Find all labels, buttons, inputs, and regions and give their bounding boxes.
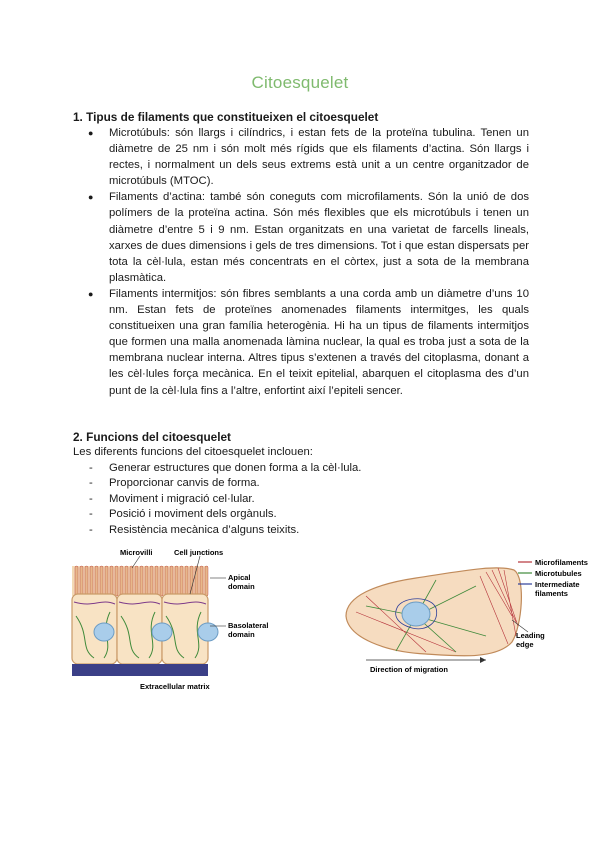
microvillus bbox=[160, 566, 163, 596]
function-text: Posició i moviment dels orgànuls. bbox=[109, 508, 277, 521]
functions-intro: Les diferents funcions del citoesquelet inclouen: bbox=[73, 446, 313, 458]
list-item bbox=[73, 189, 529, 286]
bullet-icon: ● bbox=[88, 128, 94, 138]
migrating-cell-figure bbox=[336, 556, 592, 680]
microtubules-text: Microtúbuls: són llargs i cilíndrics, i estan fets de la proteïna tubulina. Tenen un diàmetre de 25 nm i són molt més rígids que els filaments d’actina. Són llargs i rectes, i normalment un dels seus extrems està unit a un centre organitzador de microtúbuls (MTOC). bbox=[109, 127, 529, 188]
microvillus bbox=[110, 566, 113, 596]
apical-domain-label-2: domain bbox=[228, 582, 255, 591]
leading-edge-label-2: edge bbox=[516, 640, 534, 649]
list-item bbox=[73, 507, 361, 522]
microvillus bbox=[165, 566, 168, 596]
function-text: Generar estructures que donen forma a la cèl·lula. bbox=[109, 462, 362, 474]
microvillus bbox=[200, 566, 203, 596]
legend-filaments: filaments bbox=[535, 589, 568, 598]
epithelial-cells bbox=[72, 594, 218, 664]
legend-microtubules: Microtubules bbox=[535, 569, 582, 578]
dash-icon: - bbox=[89, 477, 93, 490]
section-1-heading: 1. Tipus de filaments que constitueixen el citoesquelet bbox=[73, 110, 379, 124]
legend bbox=[518, 558, 588, 598]
leading-edge-label: Leading bbox=[516, 631, 545, 640]
microvillus bbox=[80, 566, 83, 596]
dash-icon: - bbox=[89, 508, 93, 521]
functions-list bbox=[73, 461, 361, 538]
ecm-label: Extracellular matrix bbox=[140, 682, 210, 691]
list-item bbox=[73, 461, 361, 476]
microvillus bbox=[85, 566, 88, 596]
microvillus bbox=[125, 566, 128, 596]
function-text: Proporcionar canvis de forma. bbox=[109, 477, 260, 490]
direction-label: Direction of migration bbox=[370, 665, 448, 674]
microvillus bbox=[100, 566, 103, 596]
microvillus bbox=[75, 566, 78, 596]
extracellular-matrix bbox=[72, 664, 208, 676]
microvillus bbox=[135, 566, 138, 596]
section-2-heading: 2. Funcions del citoesquelet bbox=[73, 430, 231, 444]
legend-microfilaments: Microfilaments bbox=[535, 558, 588, 567]
microvillus bbox=[205, 566, 208, 596]
microvilli-row bbox=[72, 566, 208, 596]
microvillus bbox=[115, 566, 118, 596]
microvillus bbox=[105, 566, 108, 596]
epithelium-figure bbox=[70, 548, 320, 696]
bullet-icon: ● bbox=[88, 192, 94, 203]
microvillus bbox=[140, 566, 143, 596]
microvillus bbox=[120, 566, 123, 596]
basolateral-domain-label: Basolateral bbox=[228, 621, 269, 630]
microvillus bbox=[95, 566, 98, 596]
actin-filaments-text: Filaments d’actina: també són coneguts com microfilaments. Són la unió de dos polímers de la proteïna actina. Són més flexibles que els microtúbuls i tenen un diàmetre d’entre 5 i 9 nm. Estan organitzats en una varietat de farcells lineals, xarxes de dues dimensions i gels de tres dimensions. Tot i que estan dispersats per tota la cèl·lula, estan més concentrats en el còrtex, just a sota de la membrana plasmàtica. bbox=[109, 191, 529, 284]
page-title: Citoesquelet bbox=[251, 73, 349, 92]
apical-domain-label: Apical bbox=[228, 573, 251, 582]
microvillus bbox=[145, 566, 148, 596]
function-text: Moviment i migració cel·lular. bbox=[109, 492, 255, 505]
filament-types-list bbox=[73, 125, 529, 399]
microvilli-label: Microvilli bbox=[120, 548, 153, 557]
dash-icon: - bbox=[89, 492, 93, 505]
microvillus bbox=[195, 566, 198, 596]
microvillus bbox=[170, 566, 173, 596]
function-text: Resistència mecànica d’alguns teixits. bbox=[109, 523, 300, 536]
list-item bbox=[73, 286, 529, 399]
microvillus bbox=[90, 566, 93, 596]
microvillus bbox=[150, 566, 153, 596]
list-item bbox=[73, 476, 361, 491]
microvillus bbox=[180, 566, 183, 596]
cell-junctions-label: Cell junctions bbox=[174, 548, 224, 557]
dash-icon: - bbox=[89, 462, 93, 474]
list-item bbox=[73, 125, 529, 189]
dash-icon: - bbox=[89, 523, 93, 536]
list-item bbox=[73, 523, 361, 538]
microvillus bbox=[185, 566, 188, 596]
microvillus bbox=[175, 566, 178, 596]
basolateral-domain-label-2: domain bbox=[228, 630, 255, 639]
microvillus bbox=[130, 566, 133, 596]
list-item bbox=[73, 492, 361, 507]
migrating-cell-outline bbox=[346, 568, 521, 656]
intermediate-filaments-text: Filaments intermitjos: són fibres semblants a una corda amb un diàmetre d’uns 10 nm. Estan fets de proteïnes anomenades filaments intermitges, les quals constitueixen una gran família heterogènia. Hi ha un tipus de filaments intermitjos que formen una malla anomenada làmina nuclear, la qual es troba just a sota de la membrana nuclear interna. Altres tipus s’extenen a través del citoplasma, donant a les cèl·lules força mecànica. En el teixit epitelial, abarquen el citoplasma des d’un punt de la cèl·lula fins a l’altre, enfortint així l’epiteli sencer. bbox=[109, 287, 529, 397]
microvillus bbox=[155, 566, 158, 596]
bullet-icon: ● bbox=[88, 288, 94, 299]
nucleus bbox=[402, 602, 430, 626]
legend-intermediate: Intermediate bbox=[535, 580, 580, 589]
